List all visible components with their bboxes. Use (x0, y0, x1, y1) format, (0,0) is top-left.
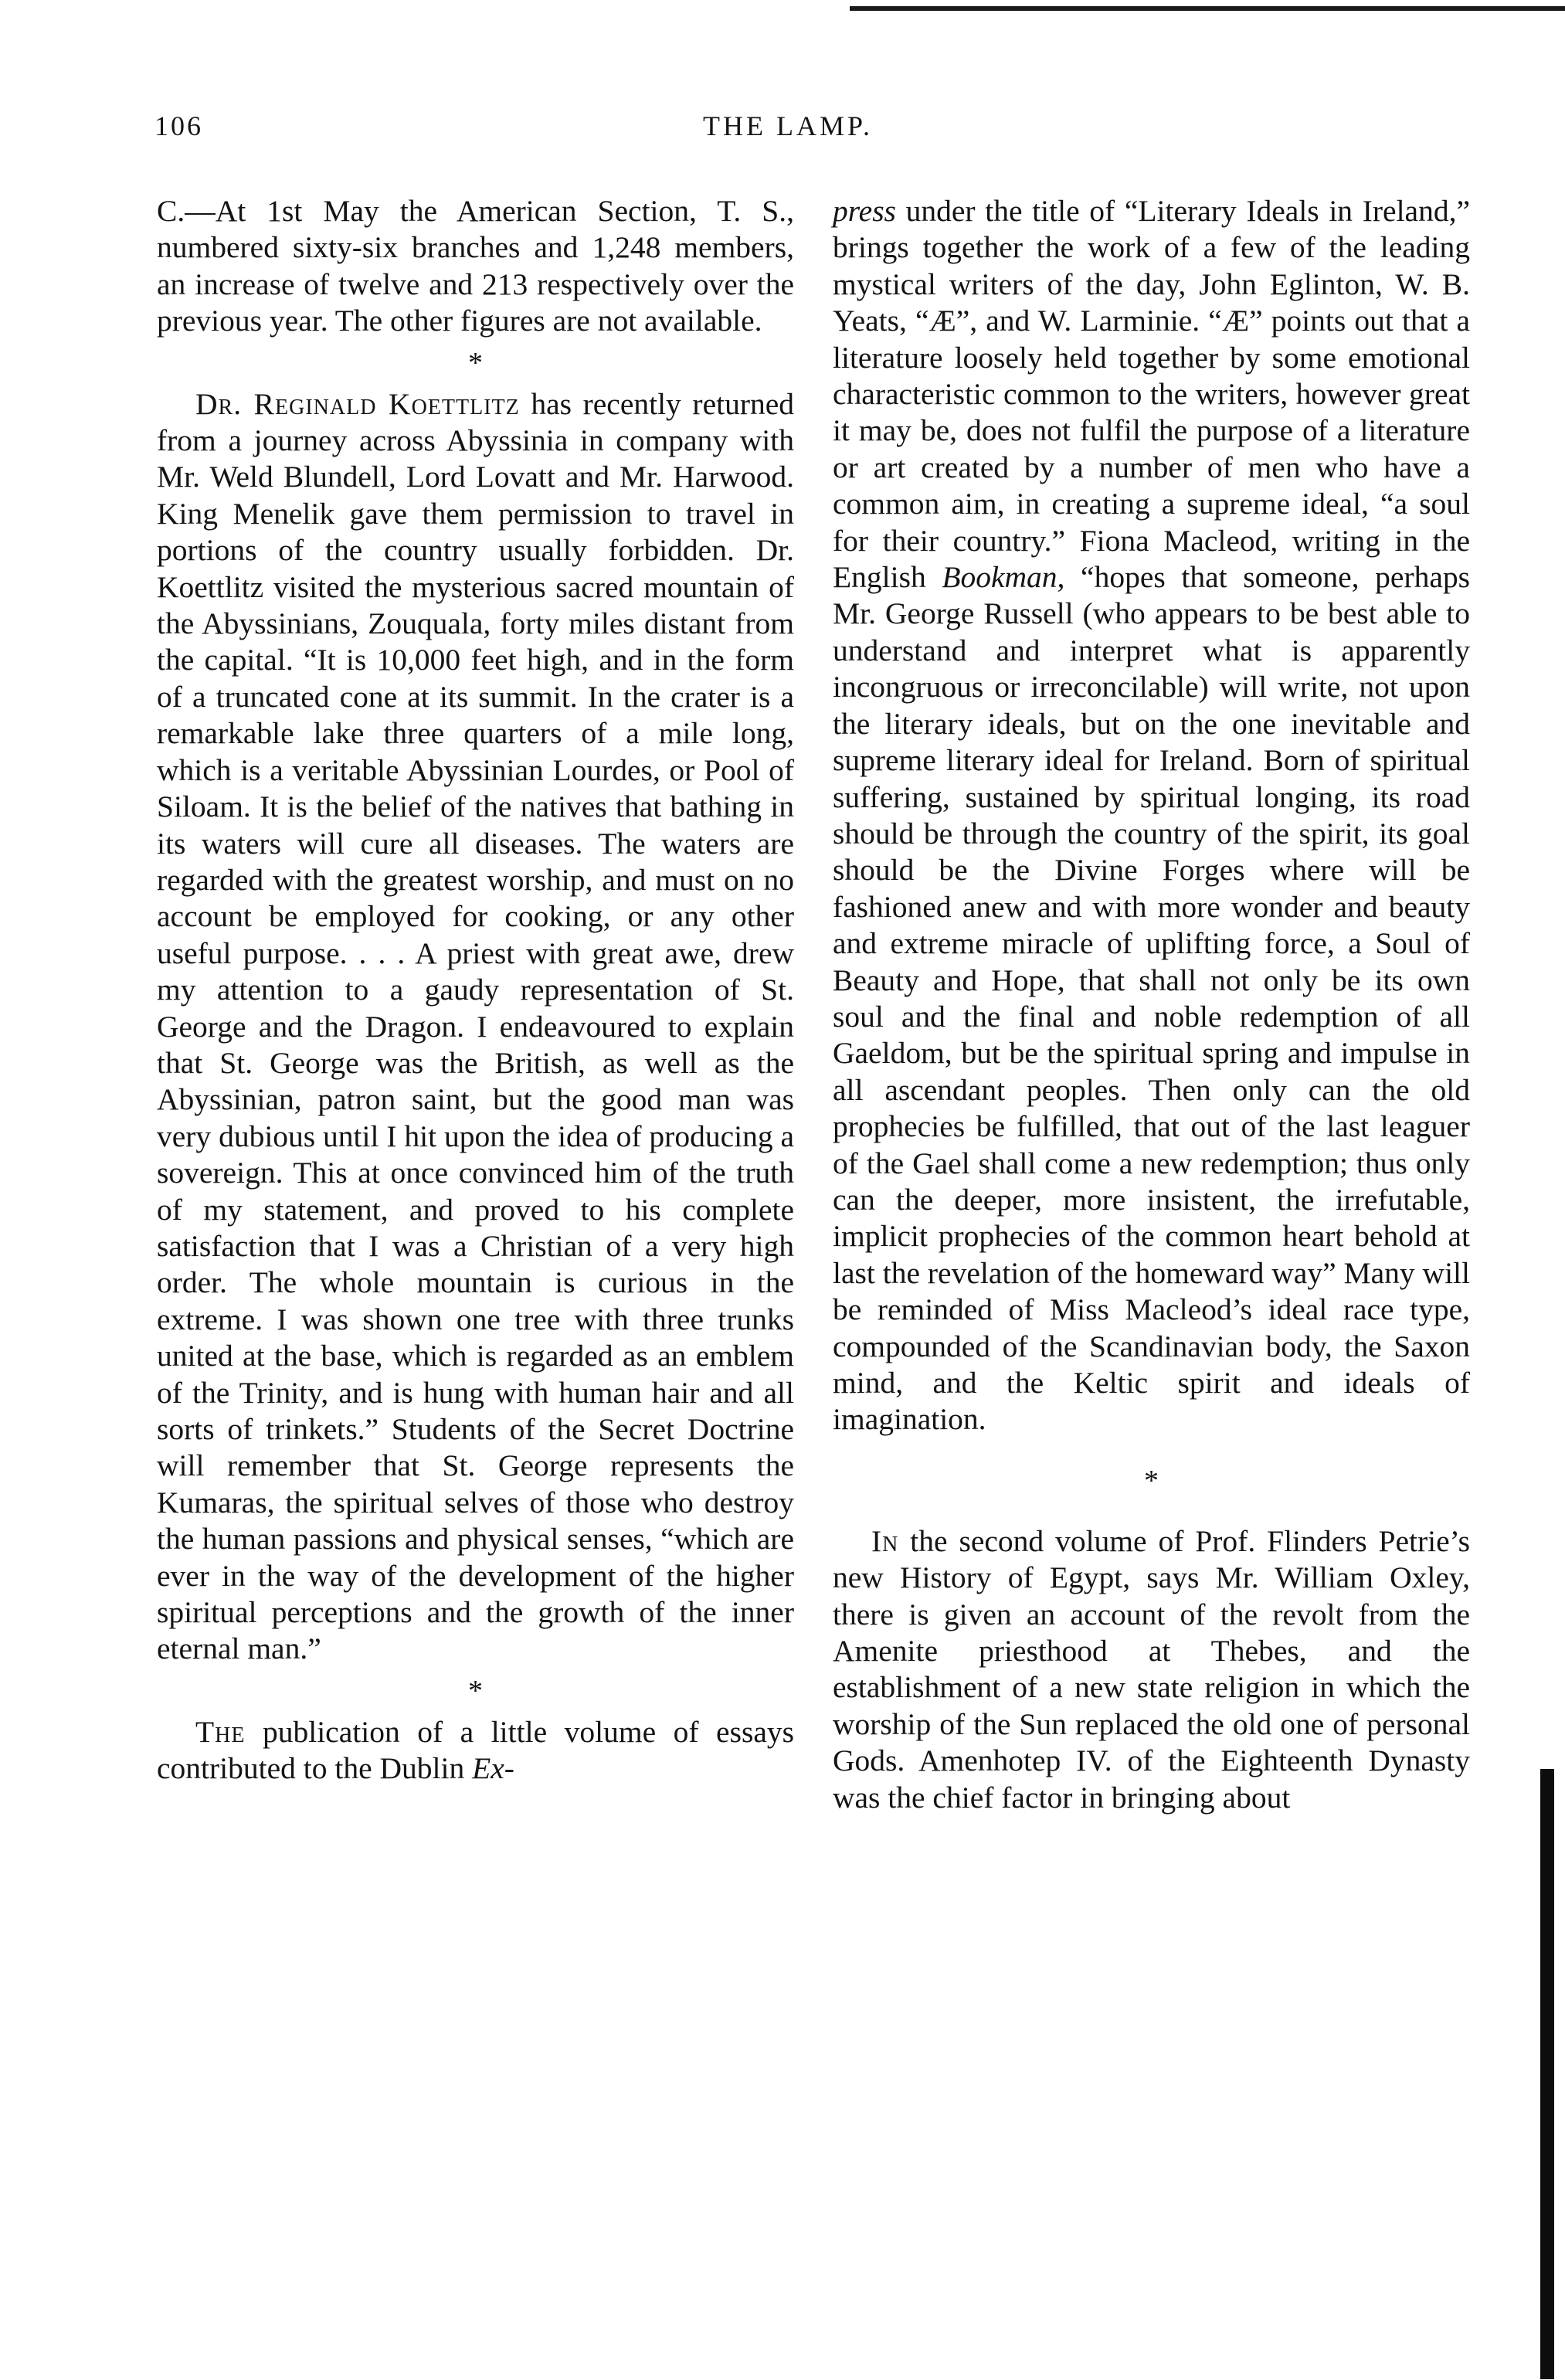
page-header (0, 110, 1565, 156)
paragraph-koettlitz: Dr. Reginald Koettlitz has recently returned from a journey across Abyssinia in company with Mr. Weld Blundell, Lord Lovatt and Mr. Harwood. King Menelik gave them permission to travel in portions of the country usually forbidden. Dr. Koettlitz visited the mysterious sacred mountain of the Abyssinians, Zouquala, forty miles distant from the capital. “It is 10,000 feet high, and in the form of a truncated cone at its summit. In the crater is a remarkable lake three quarters of a mile long, which is a veritable Abyssinian Lourdes, or Pool of Siloam. It is the belief of the natives that bathing in its waters will cure all diseases. The waters are regarded with the greatest worship, and must on no account be employed for cooking, or any other useful purpose. . . . A priest with great awe, drew my attention to a gaudy representation of St. George and the Dragon. I endeavoured to explain that St. George was the British, as well as the Abyssinian, patron saint, but the good man was very dubious until I hit upon the idea of producing a sovereign. This at once convinced him of the truth of my statement, and proved to his complete satisfaction that I was a Christian of a very high order. The whole mountain is curious in the extreme. I was shown one tree with three trunks united at the base, which is regarded as an emblem of the Trinity, and is hung with human hair and all sorts of trinkets.” Students of the Secret Doctrine will remember that St. George represents the Kumaras, the spiritual selves of those who destroy the human passions and physical senses, “which are ever in the way of the development of the higher spiritual perceptions and the growth of the inner eternal man.” (157, 386, 795, 1666)
paragraph-literary-ideals-start: The publication of a little volume of essays contributed to the Dublin Ex- (157, 1714, 794, 1786)
scan-edge-shadow (1540, 1769, 1554, 2379)
section-separator: * (1144, 1464, 1159, 1497)
paragraph-petrie-egypt: In the second volume of Prof. Flinders Petrie’s new History of Egypt, says Mr. William Oxley, there is given an account of the revolt from the Amenite priesthood at Thebes, and the establishment of a new state religion in which the worship of the Sun replaced the old one of personal Gods. Amenhotep IV. of the Eighteenth Dynasty was the chief factor in bringing about (833, 1523, 1470, 1815)
running-title: THE LAMP. (703, 110, 874, 141)
paragraph-literary-ideals-cont: press under the title of “Literary Ideals in Ireland,” brings together the work of a few of the leading mystical writers of the day, John Eglinton, W. B. Yeats, “Æ”, and W. Larminie. “Æ” points out that a literature loosely held together by some emotional characteristic common to the writers, however great it may be, does not fulfil the purpose of a literature or art created by a number of men who have a common aim, in creating a supreme ideal, “a soul for their country.” Fiona Macleod, writing in the English Bookman, “hopes that someone, perhaps Mr. George Russell (who appears to be best able to understand and interpret what is apparently incongruous or irreconcilable) will write, not upon the literary ideals, but on the one inevitable and supreme literary ideal for Ireland. Born of spiritual suffering, sustained by spiritual longing, its road should be through the country of the spirit, its goal should be the Divine Forges where will be fashioned anew and with more wonder and beauty and extreme miracle of uplifting force, a Soul of Beauty and Hope, that shall not only be its own soul and the final and noble redemption of all Gaeldom, but be the spiritual spring and impulse in all ascendant peoples. Then only can the old prophecies be fulfilled, that out of the last leaguer of the Gael shall come a new redemption; thus only can the deeper, more insistent, the irrefutable, implicit prophecies of the common heart behold at last the revelation of the homeward way” Many will be reminded of Miss Macleod’s ideal race type, compounded of the Scandinavian body, the Saxon mind, and the Keltic spirit and ideals of imagination. (833, 194, 1470, 1437)
right-column (833, 193, 1470, 1816)
section-separator: * (468, 1674, 483, 1707)
page-number: 106 (154, 110, 203, 141)
left-column (157, 193, 794, 1788)
top-edge-rule (850, 6, 1565, 11)
section-separator: * (468, 346, 483, 379)
paragraph-lead: In (871, 1523, 899, 1558)
paragraph-american-section: C.—At 1st May the American Section, T. S., numbered sixty-six branches and 1,248 members, an increase of twelve and 213 respectively over the previous year. The other figures are not available. (157, 194, 794, 338)
paragraph-lead: Dr. Reginald Koettlitz (195, 386, 520, 421)
paragraph-lead: The (195, 1714, 246, 1749)
